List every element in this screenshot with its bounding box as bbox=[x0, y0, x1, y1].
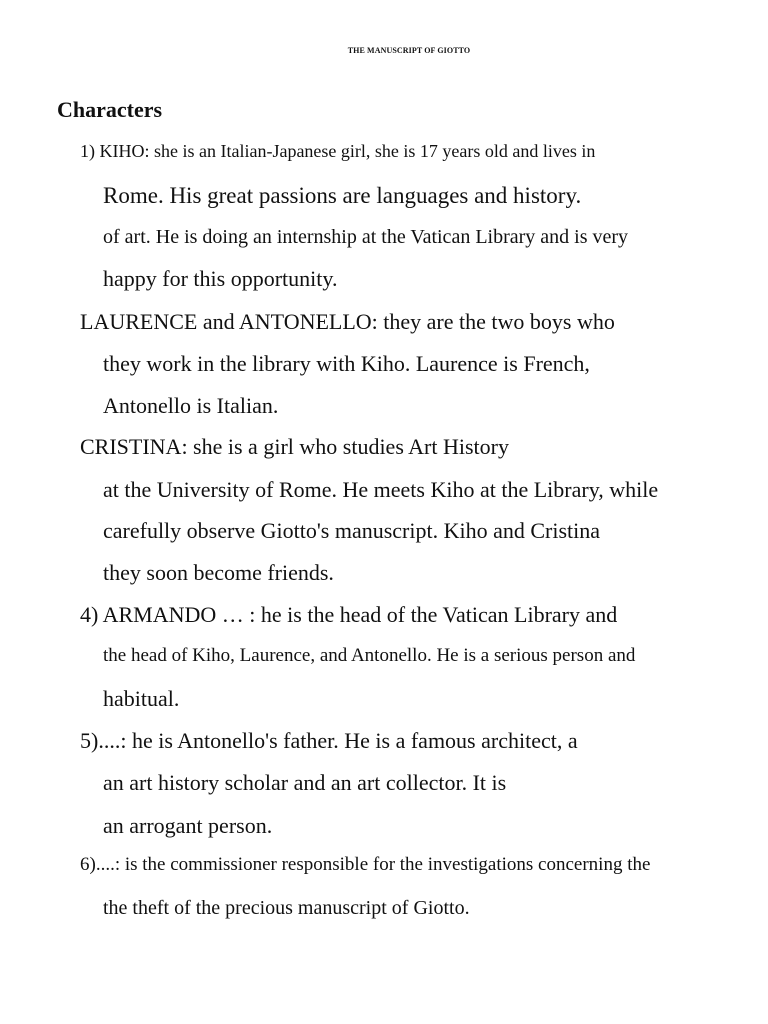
character-kiho-line-2: Rome. His great passions are languages and history. bbox=[103, 183, 582, 208]
character-kiho-line-4: happy for this opportunity. bbox=[103, 266, 338, 291]
document-title: THE MANUSCRIPT OF GIOTTO bbox=[347, 46, 471, 55]
character-laurence-antonello-line-3: Antonello is Italian. bbox=[103, 393, 279, 418]
character-6-line-1: 6)....: is the commissioner responsible for the investigations concerning the bbox=[80, 854, 651, 875]
character-cristina-line-4: they soon become friends. bbox=[103, 560, 334, 585]
character-kiho-line-3: of art. He is doing an internship at the Vatican Library and is very bbox=[103, 226, 629, 248]
character-cristina-line-2: at the University of Rome. He meets Kiho at the Library, while bbox=[103, 477, 659, 502]
character-5-line-3: an arrogant person. bbox=[103, 813, 273, 838]
character-6-line-2: the theft of the precious manuscript of Giotto. bbox=[103, 897, 470, 919]
character-cristina-line-1: CRISTINA: she is a girl who studies Art History bbox=[80, 434, 509, 459]
character-cristina-line-3: carefully observe Giotto's manuscript. Kiho and Cristina bbox=[103, 518, 601, 543]
character-armando-line-2: the head of Kiho, Laurence, and Antonello. He is a serious person and bbox=[103, 645, 636, 666]
character-5-line-2: an art history scholar and an art collector. It is bbox=[103, 770, 507, 795]
character-laurence-antonello-line-1: LAURENCE and ANTONELLO: they are the two boys who bbox=[80, 309, 615, 334]
character-armando-line-3: habitual. bbox=[103, 686, 180, 711]
character-kiho-line-1: 1) KIHO: she is an Italian-Japanese girl, she is 17 years old and lives in bbox=[80, 141, 596, 161]
character-laurence-antonello-line-2: they work in the library with Kiho. Laurence is French, bbox=[103, 351, 590, 376]
character-5-line-1: 5)....: he is Antonello's father. He is a famous architect, a bbox=[80, 728, 578, 753]
character-armando-line-1: 4) ARMANDO … : he is the head of the Vatican Library and bbox=[80, 602, 618, 627]
section-heading-characters: Characters bbox=[57, 97, 163, 122]
